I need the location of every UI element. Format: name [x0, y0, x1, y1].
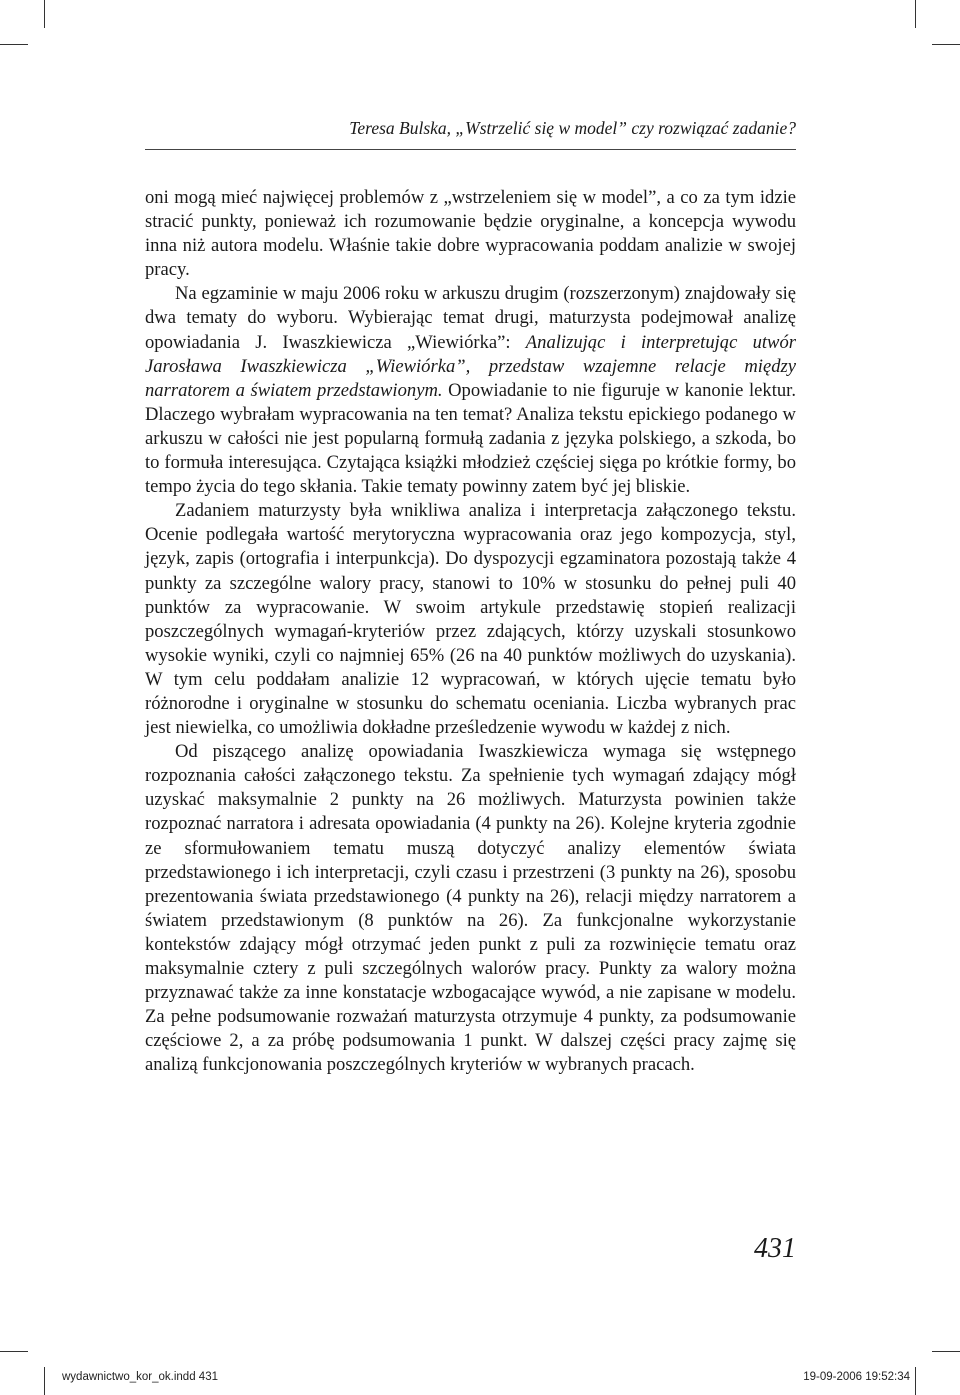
header-rule: [145, 149, 796, 150]
crop-mark: [44, 1367, 45, 1395]
paragraph-text: Od piszącego analizę opowiadania Iwaszkiewicza wymaga się wstępnego rozpoznania całości załączonego tekstu. Za spełnienie tych wymagań zdający mógł uzyskać maksymalnie 2 punkty na 26 możliwych. Maturzysta powinien także rozpoznać narratora i adresata opowiadania (4 punkty na 26). Kolejne kryteria zgodnie ze sformułowaniem tematu muszą dotyczyć analizy elementów świata przedstawionego i ich interpretacji, czyli czasu i przestrzeni (3 punkty na 26), sposobu prezentowania świata przedstawionego (4 punkty na 26), relacji między narratorem a światem przedstawionym (8 punktów na 26). Za funkcjonalne wykorzystanie kontekstów zdający mógł otrzymać jeden punkt z puli za rozwinięcie tematu oraz maksymalnie cztery z puli szczególnych walorów pracy. Punkty za walory można przyznawać także za inne konstatacje wzbogacające wywód, a nie zapisane w modelu. Za pełne podsumowanie rozważań maturzysta otrzymuje 4 punkty, za podsumowanie częściowe 2, a za próbę podsumowania 1 punkt. W dalszej części pracy zajmę się analizą funkcjonowania poszczególnych kryteriów w wybranych pracach.: [145, 741, 796, 1076]
paragraph-text: Zadaniem maturzysty była wnikliwa analiza i interpretacja załączonego tekstu. Ocenie podlegała wartość merytoryczna wypracowania oraz jego kompozycja, styl, język, zapis (ortografia i interpunkcja). Do dyspozycji egzaminatora pozostają także 4 punkty za szczególne walory pracy, stanowi to 10% w stosunku do pełnej puli 40 punktów za wypracowanie. W swoim artykule przedstawię stopień realizacji poszczególnych wymagań-kryteriów przez zdających, którzy uzyskali stosunkowo wysokie wyniki, czyli co najmniej 65% (26 na 40 punktów możliwych do uzyskania). W tym celu poddałam analizie 12 wypracowań, w których ujęcie tematu było różnorodne i oryginalne w stosunku do schematu oceniania. Liczba wybranych prac jest niewielka, co umożliwia dokładne prześledzenie wywodu w każdej z nich.: [145, 500, 796, 739]
page-number: 431: [754, 1233, 796, 1264]
paragraph: [145, 499, 796, 740]
paragraph-text: Opowiadanie to nie figuruje w kanonie lektur. Dlaczego wybrałam wypracowania na ten temat? Analiza tekstu epickiego podanego w arkuszu w całości nie jest popularną formułą zadania z języka polskiego, a szkoda, bo to formuła interesująca. Czytająca książki młodzież częściej sięga po krótkie formy, bo tempo życia do tego skłania. Takie tematy powinny zatem być jej bliskie.: [145, 379, 796, 498]
crop-mark: [932, 44, 960, 45]
paragraph-text: oni mogą mieć najwięcej problemów z „wstrzeleniem się w model”, a co za tym idzie stracić punkty, ponieważ ich rozumowanie będzie oryginalne, a koncepcja wywodu inna niż autora modelu. Właśnie takie dobre wypracowania poddam analizie w swojej pracy.: [145, 187, 796, 281]
slug-file: wydawnictwo_kor_ok.indd 431: [62, 1371, 218, 1383]
paragraph-text: Na egzaminie w maju 2006 roku w arkuszu drugim (rozszerzonym) znajdowały się dwa tematy do wyboru. Wybierając temat drugi, maturzysta podejmował analizę opowiadania J. Iwaszkiewicza „Wiewiórka”:: [145, 283, 796, 353]
crop-mark: [0, 1351, 28, 1352]
paragraph: [145, 740, 796, 1077]
paragraph: [145, 186, 796, 282]
slug-datetime: 19-09-2006 19:52:34: [803, 1371, 910, 1383]
italic-text: Analizując i interpretując utwór Jarosława Iwaszkiewicza „Wiewiórka”, przedstaw wzajemne relacje między narratorem a światem przedstawionym.: [145, 331, 796, 401]
paragraph: [145, 282, 796, 499]
crop-mark: [932, 1351, 960, 1352]
crop-mark: [915, 1367, 916, 1395]
crop-mark: [0, 44, 28, 45]
crop-mark: [44, 0, 45, 28]
crop-mark: [915, 0, 916, 28]
body-text: [145, 186, 796, 1077]
running-header: Teresa Bulska, „Wstrzelić się w model” czy rozwiązać zadanie?: [349, 118, 796, 138]
